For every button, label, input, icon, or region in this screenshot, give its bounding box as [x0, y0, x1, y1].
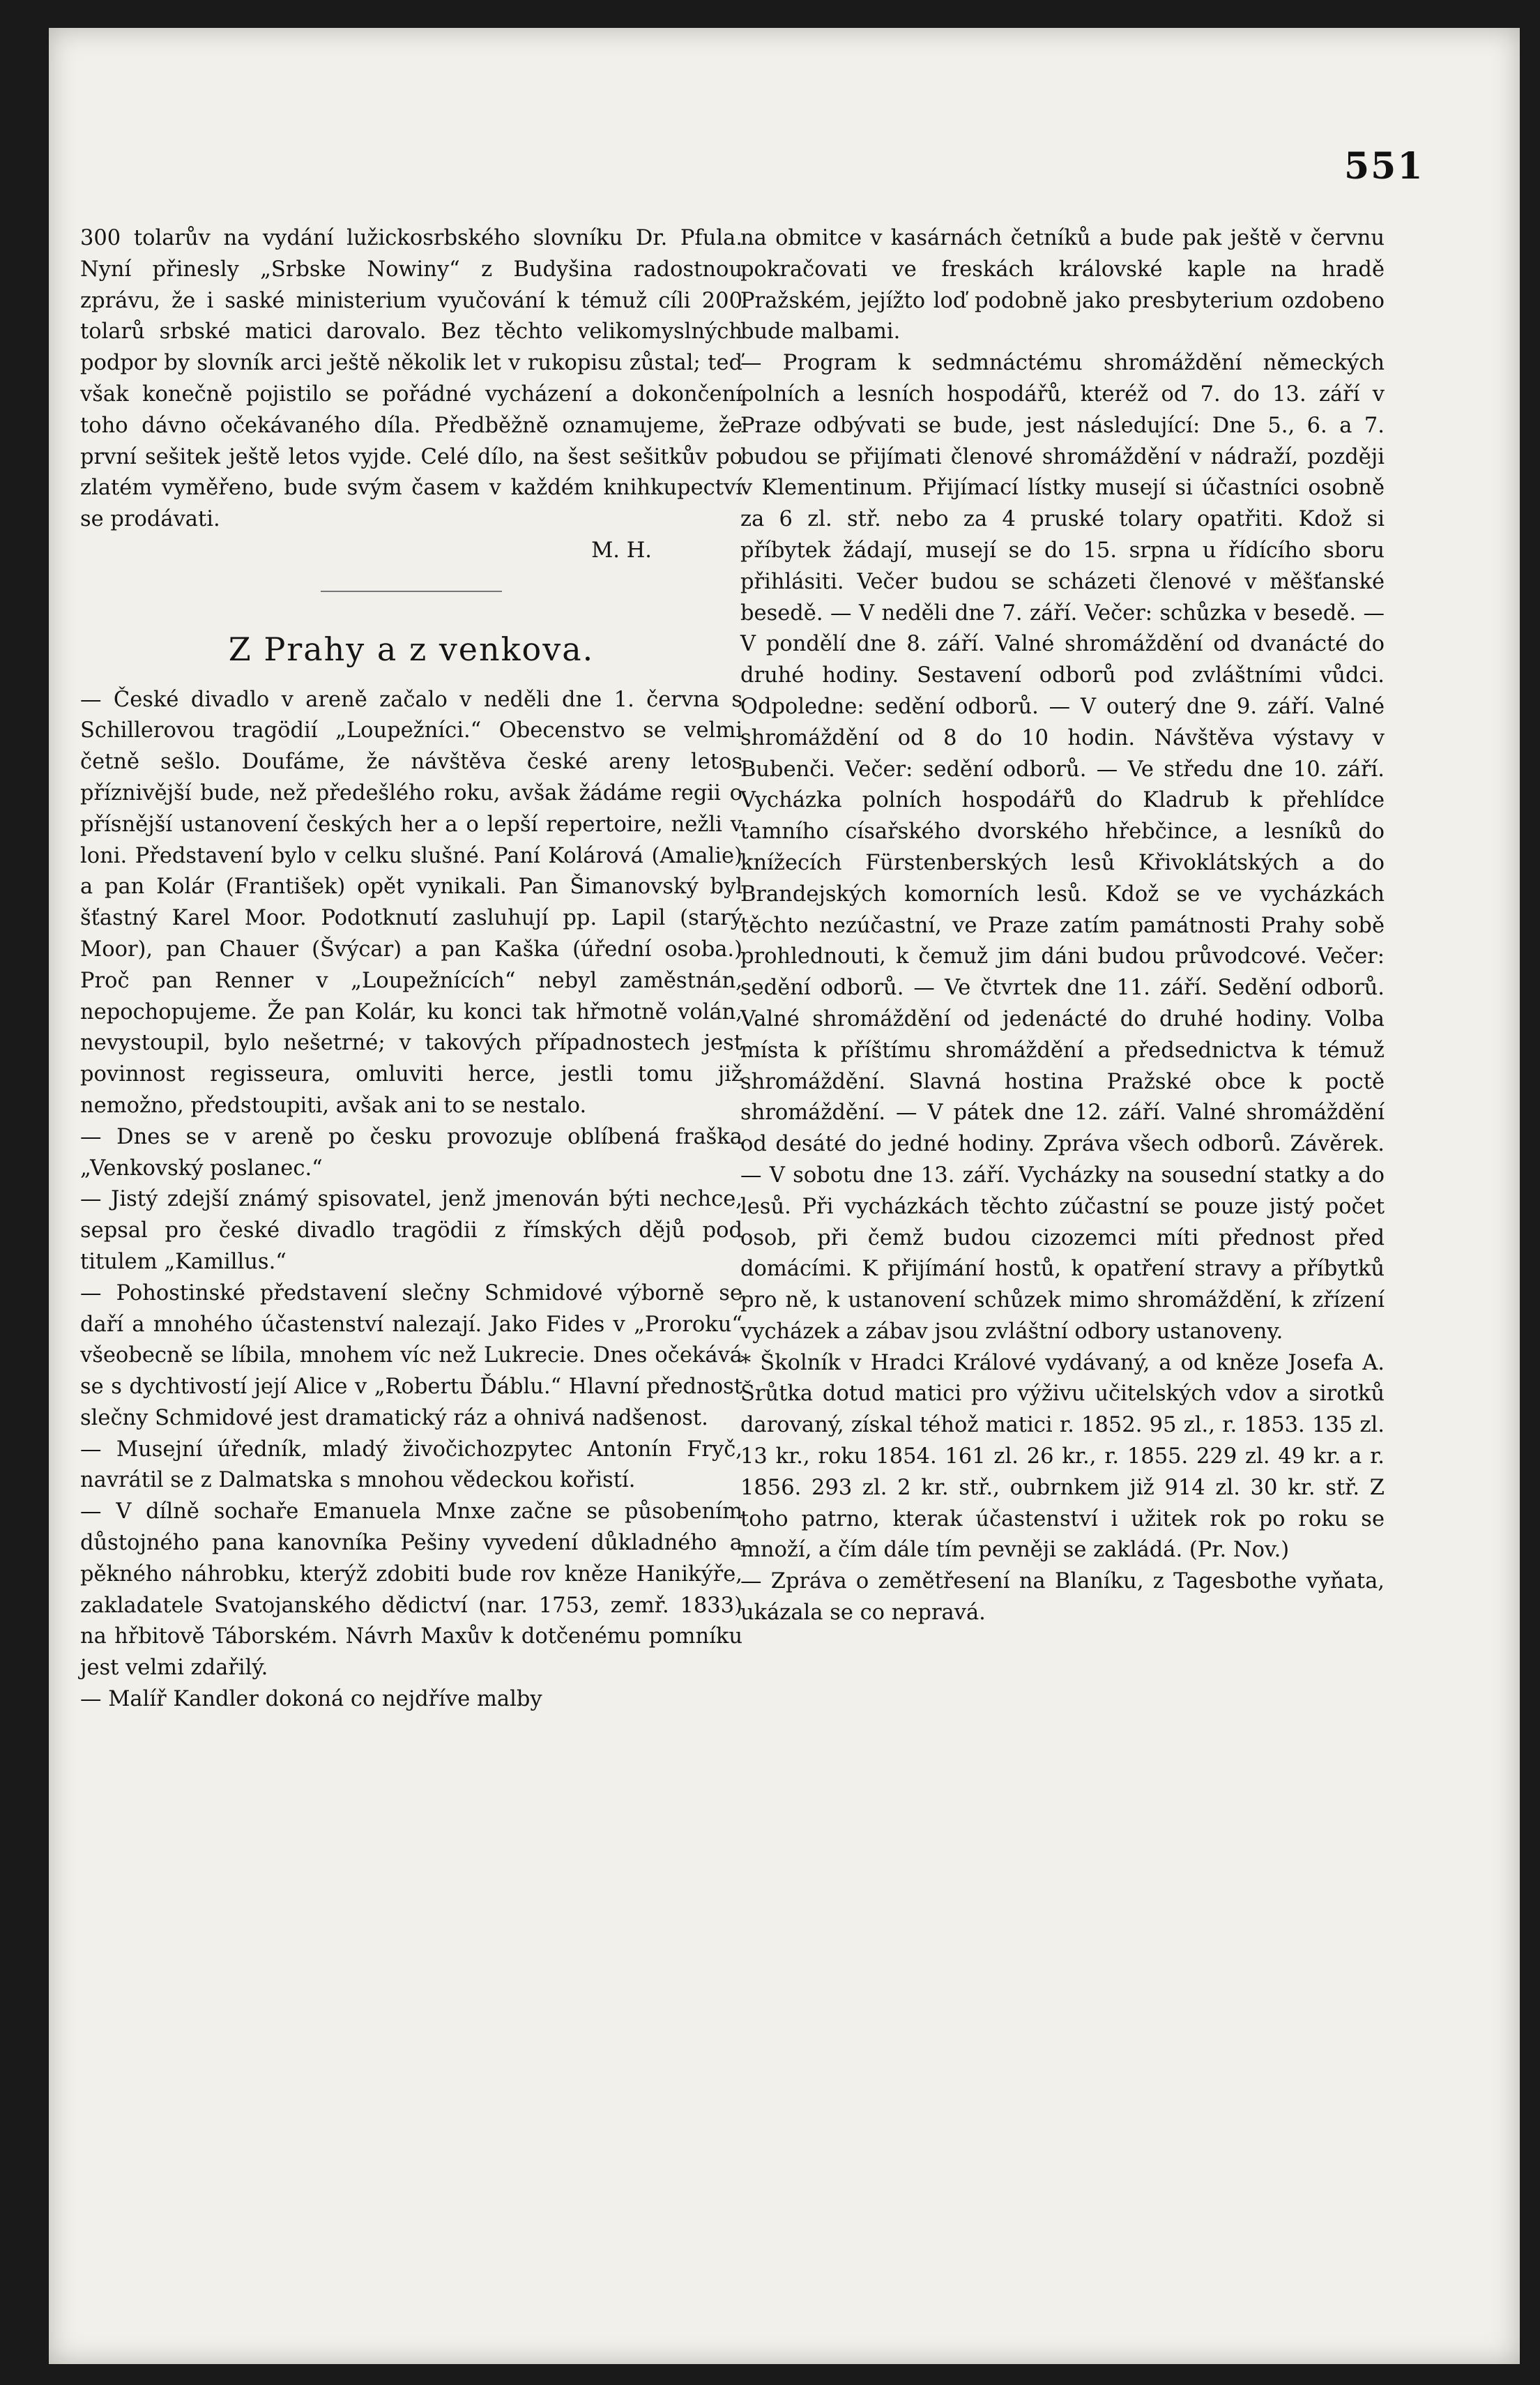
article-paragraph: 300 tolarův na vydání lužickosrbského slovníku Dr. Pfula. Nyní přinesly „Srbske Nowiny“ z Budyšina radostnou zprávu, že i saské ministerium vyučování k témuž cíli 200 tolarů srbské matici darovalo. Bez těchto velikomyslných podpor by slovník arci ještě několik let v rukopisu zůstal; teď však konečně pojistilo se pořádné vycházení a dokončení toho dávno očekávaného díla. Předběžně oznamujeme, že první sešitek ještě letos vyjde. Celé dílo, na šest sešitkův po zlatém vyměřeno, bude svým časem v každém knihkupectví se prodávati. — [80, 226, 742, 532]
news-paragraph: — Jistý zdejší známý spisovatel, jenž jmenován býti nechce, sepsal pro české divadlo tragödii z římských dějů pod titulem „Kamillus.“ — [80, 1187, 742, 1274]
news-paragraph: na obmitce v kasárnách četníků a bude pak ještě v červnu pokračovati ve freskách královské kaple na hradě Pražském, jejížto loď podobně jako presbyterium ozdobeno bude malbami. — [740, 226, 1385, 344]
right-column — [740, 223, 1385, 1629]
page-number: 551 — [1344, 145, 1424, 188]
newspaper-page — [49, 28, 1520, 2364]
left-column — [80, 223, 742, 1716]
news-paragraph: — Program k sedmnáctému shromáždění německých polních a lesních hospodářů, kteréž od 7. do 13. září v Praze odbývati se bude, jest následující: Dne 5., 6. a 7. budou se přijímati členové shromáždění v nádraží, později v Klementinum. Přijímací lístky musejí si účastníci osobně za 6 zl. stř. nebo za 4 pruské tolary opatřiti. Kdož si příbytek žádají, musejí se do 15. srpna u řídícího sboru přihlásiti. Večer budou se scházeti členové v měšťanské besedě. — V neděli dne 7. září. Večer: schůzka v besedě. — V pondělí dne 8. září. Valné shromáždění od dvanácté do druhé hodiny. Sestavení odborů pod zvláštními vůdci. Odpoledne: sedění odborů. — V outerý dne 9. září. Valné shromáždění od 8 do 10 hodin. Návštěva výstavy v Bubenči. Večer: sedění odborů. — Ve středu dne 10. září. Vycházka polních hospodářů do Kladrub k přehlídce tamního císařského dvorského hřebčince, a lesníků do knížecích Fürstenberských lesů Křivoklátských a do Brandejských komorních lesů. Kdož se ve vycházkách těchto nezúčastní, ve Praze zatím památnosti Prahy sobě prohlednouti, k čemuž jim dáni budou průvodcové. Večer: sedění odborů. — Ve čtvrtek dne 11. září. Sedění odborů. Valné shromáždění od jedenácté do druhé hodiny. Volba místa k příštímu shromáždění a předsednictva k témuž shromáždění. Slavná hostina Pražské obce k poctě shromáždění. — V pátek dne 12. září. Valné shromáždění od desáté do jedné hodiny. Zpráva všech odborů. Závěrek. — V sobotu dne 13. září. Vycházky na sousední statky a do lesů. Při vycházkách těchto zúčastní se pouze jistý počet osob, při čemž budou cizozemci míti přednost před domácími. K přijímání hostů, k opatření stravy a příbytků pro ně, k ustanovení schůzek mimo shromáždění, k zřízení vycházek a zábav jsou zvláštní odbory ustanoveny. — [740, 351, 1385, 1344]
news-paragraph: — V dílně sochaře Emanuela Mnxe začne se působením důstojného pana kanovníka Pešiny vyvedení důkladného a pěkného náhrobku, kterýž zdobiti bude rov kněze Hanikýře, zakladatele Svatojanského dědictví (nar. 1753, zemř. 1833) na hřbitově Táborském. Návrh Maxův k dotčenému pomníku jest velmi zdařilý. — [80, 1499, 742, 1681]
news-paragraph: * Školník v Hradci Králové vydávaný, a od kněze Josefa A. Šrůtka dotud matici pro výživu učitelských vdov a sirotků darovaný, získal téhož matici r. 1852. 95 zl., r. 1853. 135 zl. 13 kr., roku 1854. 161 zl. 26 kr., r. 1855. 229 zl. 49 kr. a r. 1856. 293 zl. 2 kr. stř., oubrnkem již 914 zl. 30 kr. stř. Z toho patrno, kterak účastenství i užitek rok po roku se množí, a čím dále tím pevněji se zakládá. (Pr. Nov.) — [740, 1350, 1385, 1563]
news-paragraph: — Zpráva o zemětřesení na Blaníku, z Tagesbothe vyňata, ukázala se co nepravá. — [740, 1569, 1385, 1626]
author-signature: M. H. — [591, 538, 652, 563]
news-paragraph: — Malíř Kandler dokoná co nejdříve malby — [80, 1687, 542, 1712]
news-paragraph: — Pohostinské představení slečny Schmidové výborně se daří a mnohého účastenství nalezají. Jako Fides v „Proroku“ všeobecně se líbila, mnohem víc než Lukrecie. Dnes očekává se s dychtivostí její Alice v „Robertu Ďáblu.“ Hlavní přednost slečny Schmidové jest dramatický ráz a ohnivá nadšenost. — [80, 1280, 742, 1430]
news-paragraph: — Musejní úředník, mladý živočichozpytec Antonín Fryč, navrátil se z Dalmatska s mnohou vědeckou kořistí. — [80, 1437, 742, 1493]
news-paragraph: — České divadlo v areně začalo v neděli dne 1. června s Schillerovou tragödií „Loupežníci.“ Obecenstvo se velmi četně sešlo. Doufáme, že návštěva české areny letos příznivější bude, než předešlého roku, avšak žádáme regii o přísnější ustanovení českých her a o lepší repertoire, nežli v loni. Představení bylo v celku slušné. Paní Kolárová (Amalie) a pan Kolár (František) opět vynikali. Pan Šimanovský byl šťastný Karel Moor. Podotknutí zasluhují pp. Lapil (starý Moor), pan Chauer (Švýcar) a pan Kaška (úřední osoba.) Proč pan Renner v „Loupežnících“ nebyl zaměstnán, nepochopujeme. Že pan Kolár, ku konci tak hřmotně volán, nevystoupil, bylo nešetrné; v takových případnostech jest povinnost regisseura, omluviti herce, jestli tomu již nemožno, předstoupiti, avšak ani to se nestalo. — [80, 687, 742, 1118]
section-title: Z Prahy a z venkova. — [228, 630, 595, 668]
section-divider — [321, 591, 502, 592]
news-paragraph: — Dnes se v areně po česku provozuje oblíbená fraška „Venkovský poslanec.“ — [80, 1124, 742, 1181]
